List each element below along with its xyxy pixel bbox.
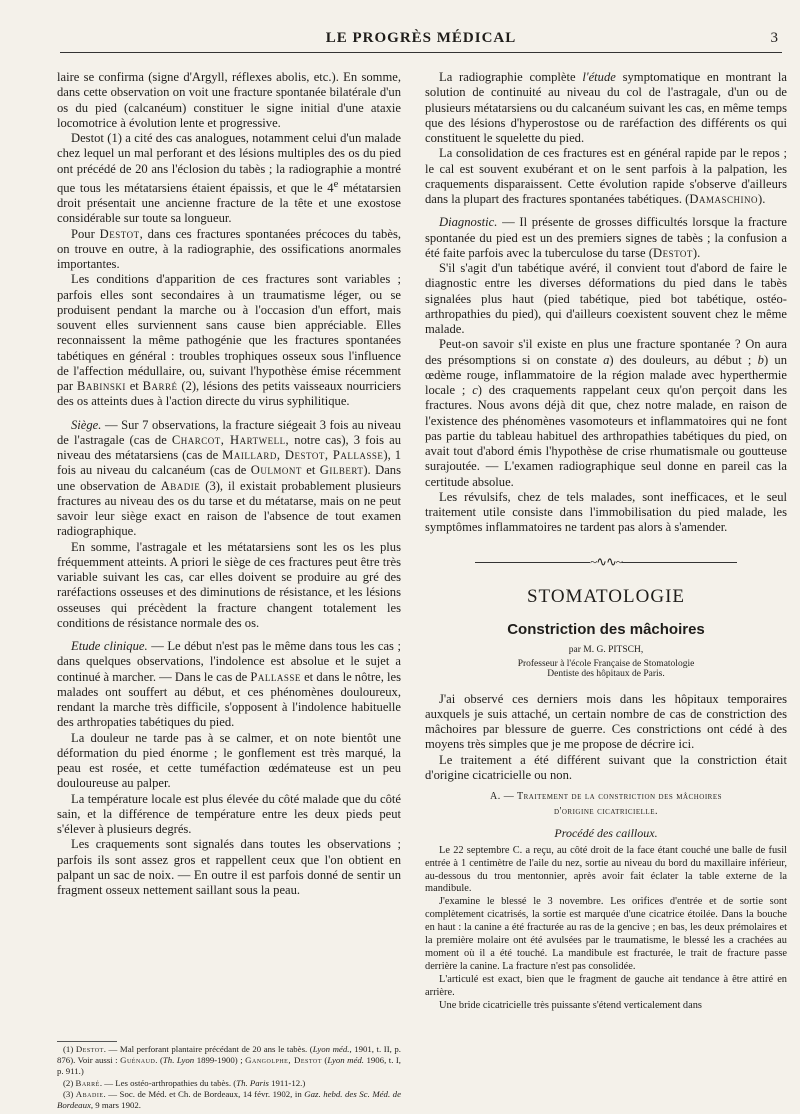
right-column xyxy=(425,70,787,1013)
paragraph: Etude clinique. — Le début n'est pas le même dans tous les cas ; dans quelques observations, l'indolence est absolue et le sujet a continué à marcher. — Dans le cas de Pallasse et dans le nôtre, les malades ont souffert au début, et ces phénomènes douloureux, rendant la marche très difficile, s'opposent à l'indolence habituelle des arthropaties tabétiques du pied. xyxy=(57,639,401,730)
paragraph: J'examine le blessé le 3 novembre. Les orifices d'entrée et de sortie sont complètement cicatrisés, la sortie est marquée d'une cicatrice étoilée. Dans la bouche en haut : la canine a été fracturée au ras de la gencive ; en bas, les deux prémolaires et la première molaire ont été avulsées par le traumatisme, le blessé les a crachées au moment où il a été touché. La mandibule est fracturée, le trait de fracture passe derrière la canine. La fracture n'est pas consolidée. xyxy=(425,896,787,972)
footnote-2: (2) Barré. — Les ostéo-arthropathies du tabès. (Th. Paris 1911-12.) xyxy=(63,1077,306,1088)
procedure-heading: Procédé des cailloux. xyxy=(554,825,658,840)
footnotes xyxy=(57,1041,401,1111)
paragraph: laire se confirma (signe d'Argyll, réflexes abolis, etc.). En somme, dans cette observation on voit une fracture spontanée bilatérale d'un os du pied (calcanéum) constituer le signe initial d'une ataxie locomotrice à évolution lente et progressive. xyxy=(57,70,401,130)
paragraph: S'il s'agit d'un tabétique avéré, il convient tout d'abord de faire le diagnostic entre les diverses déformations du pied dans le tabès signalées plus haut (pied tabétique, pied bot tabétique, ostéo-arthropathies du pied), qui d'ailleurs coexistent souvent chez le même malade. xyxy=(425,261,787,336)
paragraph: En somme, l'astragale et les métatarsiens sont les os les plus fréquemment atteints. A priori le siège de ces fractures peut être très variable suivant les cas, car elles doivent se produire au gré des raréfactions osseuses et des diminutions de résistance, et les lésions osseuses qui précèdent la fracture changent totalement les conditions de résistance normale des os. xyxy=(57,539,401,630)
page-header xyxy=(60,30,782,53)
paragraph: La radiographie complète l'étude symptomatique en montrant la solution de continuité au niveau du col de l'astragale, d'un ou de plusieurs métatarsiens ou du calcanéum suivant les cas, en même temps que des lésions d'hyperostose ou de raréfaction des différents os qui constituent le squelette du pied. xyxy=(425,70,787,145)
footnote-1: (1) Destot. — Mal perforant plantaire précédant de 20 ans le tabès. (Lyon méd., 1901, t. II, p. 876). Voir aussi : Guénaud. (Th. Lyon 1899-1900) ; Gangolphe, Destot (Lyon méd. 1906, t. I, p. 911.) xyxy=(57,1044,401,1077)
paragraph: Les révulsifs, chez de tels malades, sont inefficaces, et le seul traitement utile consiste dans l'immobilisation du pied malade, les symptômes inflammatoires ne tardent pas alors à s'amender. xyxy=(425,489,787,535)
left-column xyxy=(57,70,401,898)
paragraph: La température locale est plus élevée du côté malade que du côté sain, et la différence de température entre les deux pieds peut s'élever à plusieurs degrés. xyxy=(57,791,401,837)
paragraph: La douleur ne tarde pas à se calmer, et on note bientôt une déformation du pied énorme ; le gonflement est très marqué, la peau est rosée, et cette tuméfaction œdémateuse est un peu douloureuse au palper. xyxy=(57,730,401,791)
paragraph: L'articulé est exact, bien que le fragment de gauche ait tendance à être attiré en arrière. xyxy=(425,973,787,998)
section-divider xyxy=(425,554,787,569)
paragraph: Une bride cicatricielle très puissante s'étend verticalement dans xyxy=(439,999,702,1011)
byline: par M. G. PITSCH, xyxy=(568,645,644,656)
paragraph: Diagnostic. — Il présente de grosses difficultés lorsque la fracture spontanée du pied est un des premiers signes de tabès ; la confusion a été faite parfois avec la tuberculose du tarse (Destot). xyxy=(425,215,787,260)
paragraph: Les conditions d'apparition de ces fractures sont variables ; parfois elles sont secondaires à un traumatisme léger, ou se produisent pendant la marche ou à l'occasion d'un effort, mais souvent elles surviennent sans cause bien appréciable. Elles reconnaissent la même pathogénie que les fractures spontanées tabétiques en général : troubles trophiques osseux sous l'influence de l'affection médullaire, ou, suivant l'hypothèse émise récemment par Babinski et Barré (2), lésions des petits vaisseaux nourriciers des os atteints dues à l'action directe du virus syphilitique. xyxy=(57,272,401,409)
paragraph: Pour Destot, dans ces fractures spontanées précoces du tabès, on trouve en outre, à la radiographie, des ossifications anormales importantes. xyxy=(57,226,401,272)
paragraph: Le 22 septembre C. a reçu, au côté droit de la face étant couché une balle de fusil entrée à 1 centimètre de l'aile du nez, sortie au niveau du bord du maxillaire inférieur, au-dessous du trou mentonnier, après avoir fait éclater la table externe de la mandibule. xyxy=(425,844,787,895)
footnote-3: (3) Abadie. — Soc. de Méd. et Ch. de Bordeaux, 14 févr. 1902, in Gaz. hebd. des Sc. Méd. de Bordeaux, 9 mars 1902. xyxy=(57,1088,401,1111)
author-affiliation: Professeur à l'école Française de Stomatologie Dentiste des hôpitaux de Paris. xyxy=(517,658,695,679)
subsection-heading: A. — Traitement de la constriction des mâchoires d'origine cicatricielle. xyxy=(489,791,723,818)
paragraph: La consolidation de ces fractures est en général rapide par le repos ; le cal est souvent exubérant et on le sent parfois à la palpation, les craquements disparaissent. Cette évolution rapide s'observe d'ailleurs dans la plupart des fractures spontanées tabétiques. (Damaschino). xyxy=(425,146,787,206)
case-report xyxy=(425,845,787,1013)
divider-ornament: ~∿∿~ xyxy=(590,553,622,569)
paragraph: Les craquements sont signalés dans toutes les observations ; parfois ils sont assez gros et rappellent ceux que l'on obtient en palpant un sac de noix. — En outre il est parfois donné de sentir un fragment osseux nettement saillant sous la peau. xyxy=(57,837,401,898)
paragraph: J'ai observé ces derniers mois dans les hôpitaux temporaires auxquels je suis attaché, un certain nombre de cas de constriction des mâchoires par blessure de guerre. Ces constrictions ont cédé à des moyens très simples que je me propose de décrire ici. xyxy=(425,691,787,752)
paragraph: Destot (1) a cité des cas analogues, notamment celui d'un malade chez lequel un mal perforant et des lésions multiples des os du pied ont précédé de 20 ans l'éclosion du tabès ; la radiographie a montré que tous les métatarsiens étaient épaissis, et que le 4e métatarsien droit présentait une ancienne fracture de la tête et une exostose considérable sur toute sa longueur. xyxy=(57,131,401,226)
section-title: STOMATOLOGIE xyxy=(526,585,686,607)
paragraph: Siège. — Sur 7 observations, la fracture siégeait 3 fois au niveau de l'astragale (cas de Charcot, Hartwell, notre cas), 3 fois au niveau des métatarsiens (cas de Maillard, Destot, Pallasse), 1 fois au niveau du calcanéum (cas de Oulmont et Gilbert). Dans une observation de Abadie (3), il existait probablement plusieurs fractures au niveau des os du tarse et du métatarse, mais on ne peut savoir leur siège exact en raison de l'absence de tout examen radiographique. xyxy=(57,417,401,539)
paragraph: Le traitement a été différent suivant que la constriction était d'origine cicatricielle ou non. xyxy=(425,752,787,782)
footnote-rule xyxy=(57,1041,117,1042)
page-number: 3 xyxy=(770,30,778,46)
article-title: Constriction des mâchoires xyxy=(507,621,705,638)
paragraph: Peut-on savoir s'il existe en plus une fracture spontanée ? On aura des présomptions si on constate a) des douleurs, au début ; b) un œdème rouge, inflammatoire de la région malade avec hyperthermie locale ; c) des craquements rappelant ceux qu'on perçoit dans les fractures. Nous avons déjà dit que, chez notre malade, en raison de l'existence des phénomènes vasomoteurs et inflammatoires qui ne font pas partie du tableau habituel des arthropathies tabétiques du pied, on avait tout d'abord émis l'hypothèse de crise rhumatismale ou goutteuse surajoutée. — L'examen radiographique seul donne en pareil cas la certitude absolue. xyxy=(425,337,787,489)
journal-title: LE PROGRÈS MÉDICAL xyxy=(325,30,517,46)
